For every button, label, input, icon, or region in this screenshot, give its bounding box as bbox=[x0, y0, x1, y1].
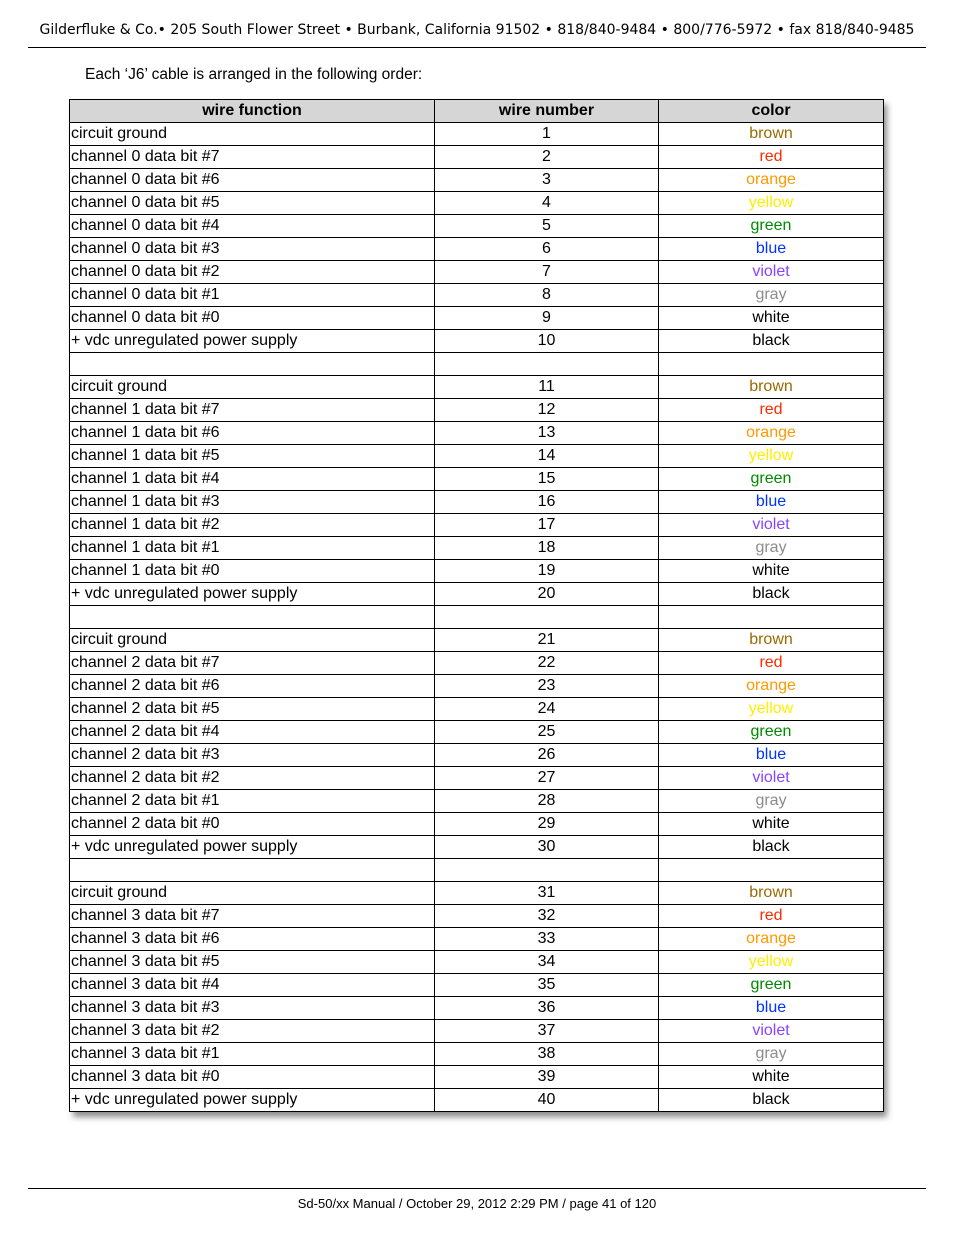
wire-number-cell: 29 bbox=[435, 813, 659, 836]
wire-number-cell: 37 bbox=[435, 1020, 659, 1043]
table-row bbox=[70, 767, 884, 790]
wire-function-cell: channel 2 data bit #6 bbox=[70, 675, 435, 698]
wire-function-cell: channel 2 data bit #4 bbox=[70, 721, 435, 744]
wire-color-cell: white bbox=[659, 813, 884, 836]
table-row bbox=[70, 790, 884, 813]
table-row bbox=[70, 146, 884, 169]
table-row bbox=[70, 1066, 884, 1089]
wire-color-cell: brown bbox=[659, 882, 884, 905]
wire-color-cell: gray bbox=[659, 790, 884, 813]
column-header-wire-function: wire function bbox=[70, 100, 435, 123]
table-row bbox=[70, 468, 884, 491]
wire-number-cell: 28 bbox=[435, 790, 659, 813]
wire-function-cell: channel 3 data bit #0 bbox=[70, 1066, 435, 1089]
table-row bbox=[70, 353, 884, 376]
table-row bbox=[70, 721, 884, 744]
wire-function-cell bbox=[70, 606, 435, 629]
wire-function-cell: channel 1 data bit #5 bbox=[70, 445, 435, 468]
wire-number-cell: 12 bbox=[435, 399, 659, 422]
wire-number-cell: 22 bbox=[435, 652, 659, 675]
wire-function-cell: channel 0 data bit #5 bbox=[70, 192, 435, 215]
column-header-wire-number: wire number bbox=[435, 100, 659, 123]
wire-number-cell: 19 bbox=[435, 560, 659, 583]
table-row bbox=[70, 813, 884, 836]
wire-color-cell: orange bbox=[659, 422, 884, 445]
header-divider bbox=[28, 47, 926, 48]
table-row bbox=[70, 284, 884, 307]
wire-number-cell: 8 bbox=[435, 284, 659, 307]
page-header: Gilderfluke & Co.• 205 South Flower Street • Burbank, California 91502 • 818/840-9484 • 800/776-5972 • fax 818/840-9485 bbox=[39, 22, 915, 38]
wire-function-cell: channel 1 data bit #1 bbox=[70, 537, 435, 560]
wire-function-cell: channel 2 data bit #1 bbox=[70, 790, 435, 813]
wire-number-cell: 39 bbox=[435, 1066, 659, 1089]
table-row bbox=[70, 882, 884, 905]
table-row bbox=[70, 537, 884, 560]
wire-function-cell: + vdc unregulated power supply bbox=[70, 583, 435, 606]
wire-color-cell: blue bbox=[659, 744, 884, 767]
table-row bbox=[70, 238, 884, 261]
table-row bbox=[70, 491, 884, 514]
table-row bbox=[70, 307, 884, 330]
wire-color-cell: violet bbox=[659, 261, 884, 284]
wire-number-cell: 16 bbox=[435, 491, 659, 514]
wire-function-cell: channel 2 data bit #2 bbox=[70, 767, 435, 790]
wire-number-cell: 20 bbox=[435, 583, 659, 606]
table-header-row bbox=[70, 100, 884, 123]
wire-function-cell bbox=[70, 859, 435, 882]
table-row bbox=[70, 928, 884, 951]
wire-number-cell: 33 bbox=[435, 928, 659, 951]
wire-color-cell: red bbox=[659, 146, 884, 169]
wire-number-cell: 17 bbox=[435, 514, 659, 537]
table-row bbox=[70, 330, 884, 353]
wire-number-cell: 36 bbox=[435, 997, 659, 1020]
wire-function-cell: channel 3 data bit #1 bbox=[70, 1043, 435, 1066]
wire-color-cell: yellow bbox=[659, 192, 884, 215]
wire-number-cell: 38 bbox=[435, 1043, 659, 1066]
wire-function-cell: circuit ground bbox=[70, 882, 435, 905]
wire-color-cell: black bbox=[659, 836, 884, 859]
wire-function-cell: channel 2 data bit #3 bbox=[70, 744, 435, 767]
wire-color-cell: orange bbox=[659, 169, 884, 192]
wire-color-cell: white bbox=[659, 560, 884, 583]
wire-function-cell: + vdc unregulated power supply bbox=[70, 1089, 435, 1112]
wire-function-cell: channel 3 data bit #6 bbox=[70, 928, 435, 951]
table-row bbox=[70, 675, 884, 698]
wire-color-cell: blue bbox=[659, 997, 884, 1020]
wire-function-cell: channel 1 data bit #7 bbox=[70, 399, 435, 422]
table-row bbox=[70, 123, 884, 146]
wire-color-cell: gray bbox=[659, 1043, 884, 1066]
wire-function-cell: channel 0 data bit #3 bbox=[70, 238, 435, 261]
wire-number-cell: 34 bbox=[435, 951, 659, 974]
wire-color-cell: red bbox=[659, 652, 884, 675]
table-row bbox=[70, 1089, 884, 1112]
table-row bbox=[70, 376, 884, 399]
wire-function-cell: channel 3 data bit #5 bbox=[70, 951, 435, 974]
wire-color-cell: gray bbox=[659, 284, 884, 307]
wire-number-cell: 13 bbox=[435, 422, 659, 445]
wire-function-cell: + vdc unregulated power supply bbox=[70, 836, 435, 859]
wire-number-cell: 25 bbox=[435, 721, 659, 744]
table-row bbox=[70, 652, 884, 675]
table-row bbox=[70, 951, 884, 974]
wire-function-cell: circuit ground bbox=[70, 123, 435, 146]
wire-function-cell bbox=[70, 353, 435, 376]
intro-text: Each ‘J6’ cable is arranged in the following order: bbox=[85, 66, 423, 83]
column-header-color: color bbox=[659, 100, 884, 123]
page-footer: Sd-50/xx Manual / October 29, 2012 2:29 PM / page 41 of 120 bbox=[297, 1196, 657, 1211]
wire-function-cell: channel 0 data bit #0 bbox=[70, 307, 435, 330]
wire-color-cell: black bbox=[659, 1089, 884, 1112]
table-row bbox=[70, 514, 884, 537]
wire-function-cell: circuit ground bbox=[70, 629, 435, 652]
table-row bbox=[70, 905, 884, 928]
table-body bbox=[70, 123, 884, 1112]
wire-color-cell bbox=[659, 606, 884, 629]
wiring-table-container bbox=[69, 99, 883, 1112]
wire-number-cell: 14 bbox=[435, 445, 659, 468]
table-row bbox=[70, 836, 884, 859]
wire-function-cell: channel 1 data bit #2 bbox=[70, 514, 435, 537]
wire-color-cell: violet bbox=[659, 1020, 884, 1043]
wire-number-cell: 30 bbox=[435, 836, 659, 859]
table-row bbox=[70, 445, 884, 468]
table-row bbox=[70, 261, 884, 284]
table-row bbox=[70, 169, 884, 192]
wire-number-cell: 4 bbox=[435, 192, 659, 215]
wire-number-cell: 40 bbox=[435, 1089, 659, 1112]
wire-number-cell: 11 bbox=[435, 376, 659, 399]
wiring-table bbox=[69, 99, 884, 1112]
wire-color-cell bbox=[659, 859, 884, 882]
wire-number-cell: 26 bbox=[435, 744, 659, 767]
wire-function-cell: channel 3 data bit #3 bbox=[70, 997, 435, 1020]
wire-number-cell: 3 bbox=[435, 169, 659, 192]
wire-color-cell: green bbox=[659, 974, 884, 997]
wire-function-cell: channel 2 data bit #7 bbox=[70, 652, 435, 675]
footer-divider bbox=[28, 1188, 926, 1189]
wire-color-cell: orange bbox=[659, 928, 884, 951]
table-row bbox=[70, 399, 884, 422]
wire-number-cell: 10 bbox=[435, 330, 659, 353]
wire-number-cell: 18 bbox=[435, 537, 659, 560]
table-row bbox=[70, 698, 884, 721]
wire-function-cell: channel 1 data bit #6 bbox=[70, 422, 435, 445]
wire-function-cell: channel 1 data bit #0 bbox=[70, 560, 435, 583]
wire-number-cell: 21 bbox=[435, 629, 659, 652]
wire-color-cell: brown bbox=[659, 629, 884, 652]
wire-function-cell: circuit ground bbox=[70, 376, 435, 399]
wire-function-cell: channel 3 data bit #2 bbox=[70, 1020, 435, 1043]
wire-number-cell: 6 bbox=[435, 238, 659, 261]
wire-color-cell: black bbox=[659, 583, 884, 606]
table-row bbox=[70, 583, 884, 606]
wire-color-cell: violet bbox=[659, 514, 884, 537]
wire-color-cell: white bbox=[659, 1066, 884, 1089]
table-row bbox=[70, 1020, 884, 1043]
wire-function-cell: channel 0 data bit #2 bbox=[70, 261, 435, 284]
wire-number-cell: 15 bbox=[435, 468, 659, 491]
wire-color-cell: yellow bbox=[659, 698, 884, 721]
table-row bbox=[70, 744, 884, 767]
table-row bbox=[70, 629, 884, 652]
wire-color-cell: blue bbox=[659, 238, 884, 261]
wire-color-cell: green bbox=[659, 215, 884, 238]
table-row bbox=[70, 997, 884, 1020]
table-row bbox=[70, 215, 884, 238]
wire-color-cell: green bbox=[659, 721, 884, 744]
wire-color-cell: brown bbox=[659, 376, 884, 399]
wire-function-cell: channel 0 data bit #6 bbox=[70, 169, 435, 192]
wire-color-cell: gray bbox=[659, 537, 884, 560]
wire-function-cell: channel 1 data bit #4 bbox=[70, 468, 435, 491]
wire-color-cell: orange bbox=[659, 675, 884, 698]
wire-number-cell bbox=[435, 353, 659, 376]
table-row bbox=[70, 859, 884, 882]
wire-function-cell: channel 0 data bit #7 bbox=[70, 146, 435, 169]
table-row bbox=[70, 560, 884, 583]
wire-function-cell: channel 3 data bit #4 bbox=[70, 974, 435, 997]
wire-number-cell: 5 bbox=[435, 215, 659, 238]
wire-function-cell: channel 3 data bit #7 bbox=[70, 905, 435, 928]
wire-function-cell: channel 1 data bit #3 bbox=[70, 491, 435, 514]
wire-number-cell: 7 bbox=[435, 261, 659, 284]
wire-number-cell: 35 bbox=[435, 974, 659, 997]
wire-color-cell: yellow bbox=[659, 445, 884, 468]
wire-number-cell: 1 bbox=[435, 123, 659, 146]
wire-color-cell: blue bbox=[659, 491, 884, 514]
table-row bbox=[70, 1043, 884, 1066]
wire-color-cell bbox=[659, 353, 884, 376]
wire-number-cell: 31 bbox=[435, 882, 659, 905]
table-row bbox=[70, 974, 884, 997]
wire-number-cell: 27 bbox=[435, 767, 659, 790]
wire-number-cell bbox=[435, 859, 659, 882]
wire-color-cell: black bbox=[659, 330, 884, 353]
wire-number-cell: 9 bbox=[435, 307, 659, 330]
wire-color-cell: violet bbox=[659, 767, 884, 790]
wire-color-cell: red bbox=[659, 905, 884, 928]
wire-function-cell: channel 0 data bit #1 bbox=[70, 284, 435, 307]
wire-number-cell: 32 bbox=[435, 905, 659, 928]
wire-number-cell: 2 bbox=[435, 146, 659, 169]
wire-color-cell: white bbox=[659, 307, 884, 330]
wire-function-cell: + vdc unregulated power supply bbox=[70, 330, 435, 353]
table-row bbox=[70, 192, 884, 215]
wire-number-cell bbox=[435, 606, 659, 629]
wire-function-cell: channel 2 data bit #5 bbox=[70, 698, 435, 721]
wire-color-cell: brown bbox=[659, 123, 884, 146]
wire-function-cell: channel 2 data bit #0 bbox=[70, 813, 435, 836]
wire-color-cell: yellow bbox=[659, 951, 884, 974]
wire-function-cell: channel 0 data bit #4 bbox=[70, 215, 435, 238]
wire-color-cell: green bbox=[659, 468, 884, 491]
wire-number-cell: 24 bbox=[435, 698, 659, 721]
table-row bbox=[70, 606, 884, 629]
wire-color-cell: red bbox=[659, 399, 884, 422]
table-row bbox=[70, 422, 884, 445]
wire-number-cell: 23 bbox=[435, 675, 659, 698]
